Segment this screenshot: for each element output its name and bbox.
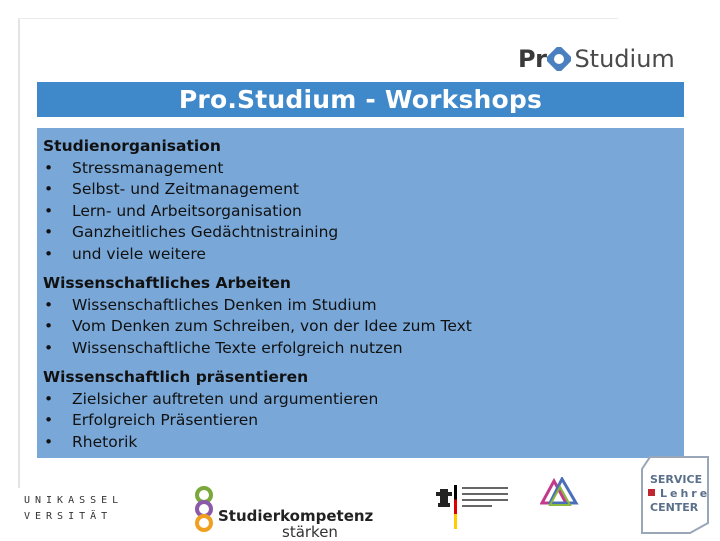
service-lehre-center-logo bbox=[640, 455, 710, 535]
section-heading: Studienorganisation bbox=[43, 137, 221, 155]
section-heading: Wissenschaftliches Arbeiten bbox=[43, 274, 291, 292]
service-line1: SERVICE bbox=[650, 473, 703, 486]
list-item-text: Stressmanagement bbox=[72, 158, 224, 177]
list-item bbox=[43, 179, 684, 201]
service-line2: Lehre bbox=[660, 487, 711, 500]
bullet-icon: • bbox=[44, 432, 54, 451]
list-item-text: Wissenschaftliches Denken im Studium bbox=[72, 295, 377, 314]
list-item-text: Erfolgreich Präsentieren bbox=[72, 411, 259, 429]
list-item bbox=[43, 338, 684, 360]
list-item-text: Zielsicher auftreten und argumentieren bbox=[72, 389, 379, 408]
studierkompetenz-line2: stärken bbox=[282, 523, 338, 541]
bullet-icon: • bbox=[44, 411, 54, 429]
logo-ring-icon bbox=[547, 47, 571, 71]
uni-kassel-line2: VERSITÄT bbox=[24, 511, 113, 522]
list-item bbox=[43, 222, 684, 244]
eagle-icon bbox=[436, 487, 452, 509]
service-line3: CENTER bbox=[650, 501, 699, 514]
footer-logos bbox=[0, 455, 720, 540]
list-item-text: Lern- und Arbeitsorganisation bbox=[72, 201, 302, 220]
bullet-icon: • bbox=[44, 223, 54, 241]
bullet-icon: • bbox=[44, 338, 54, 357]
list-item bbox=[43, 432, 684, 454]
bullet-icon: • bbox=[44, 317, 54, 335]
uni-kassel-logo bbox=[24, 493, 123, 525]
list-item bbox=[43, 389, 684, 411]
list-item bbox=[43, 410, 684, 432]
bullet-icon: • bbox=[44, 180, 54, 198]
uni-kassel-line1: UNIKASSEL bbox=[24, 495, 124, 506]
list-item bbox=[43, 295, 684, 317]
studierkompetenz-line1: Studierkompetenz bbox=[218, 507, 374, 525]
bullet-icon: • bbox=[44, 158, 54, 177]
bullet-icon: • bbox=[44, 389, 54, 408]
bullet-icon: • bbox=[44, 244, 54, 263]
triangle-logo-icon bbox=[540, 477, 580, 513]
title-bar bbox=[37, 82, 684, 117]
logo-suffix: Studium bbox=[574, 45, 675, 73]
section-wissenschaftliches-arbeiten bbox=[43, 273, 684, 359]
logo-prefix: Pr bbox=[518, 45, 547, 73]
list-item-text: Vom Denken zum Schreiben, von der Idee zum Text bbox=[72, 317, 472, 335]
studierkompetenz-icon bbox=[192, 485, 216, 535]
bmbf-flag bbox=[454, 485, 457, 529]
bmbf-text-lines bbox=[462, 487, 508, 511]
list-item-text: Selbst- und Zeitmanagement bbox=[72, 180, 299, 198]
section-praesentieren bbox=[43, 367, 684, 453]
page-title: Pro.Studium - Workshops bbox=[178, 85, 543, 114]
list-item-text: Ganzheitliches Gedächtnistraining bbox=[72, 223, 339, 241]
section-heading: Wissenschaftlich präsentieren bbox=[43, 368, 309, 386]
bullet-icon: • bbox=[44, 201, 54, 220]
list-item bbox=[43, 201, 684, 223]
top-divider bbox=[18, 18, 618, 19]
bmbf-logo bbox=[436, 483, 536, 533]
list-item bbox=[43, 316, 684, 338]
list-item bbox=[43, 244, 684, 266]
bullet-icon: • bbox=[44, 295, 54, 314]
workshop-list bbox=[37, 128, 684, 458]
list-item-text: Rhetorik bbox=[72, 432, 138, 451]
left-divider bbox=[18, 18, 20, 488]
list-item bbox=[43, 158, 684, 180]
prostudium-logo bbox=[518, 44, 675, 74]
list-item-text: und viele weitere bbox=[72, 244, 206, 263]
section-studienorganisation bbox=[43, 136, 684, 265]
list-item-text: Wissenschaftliche Texte erfolgreich nutzen bbox=[72, 338, 403, 357]
